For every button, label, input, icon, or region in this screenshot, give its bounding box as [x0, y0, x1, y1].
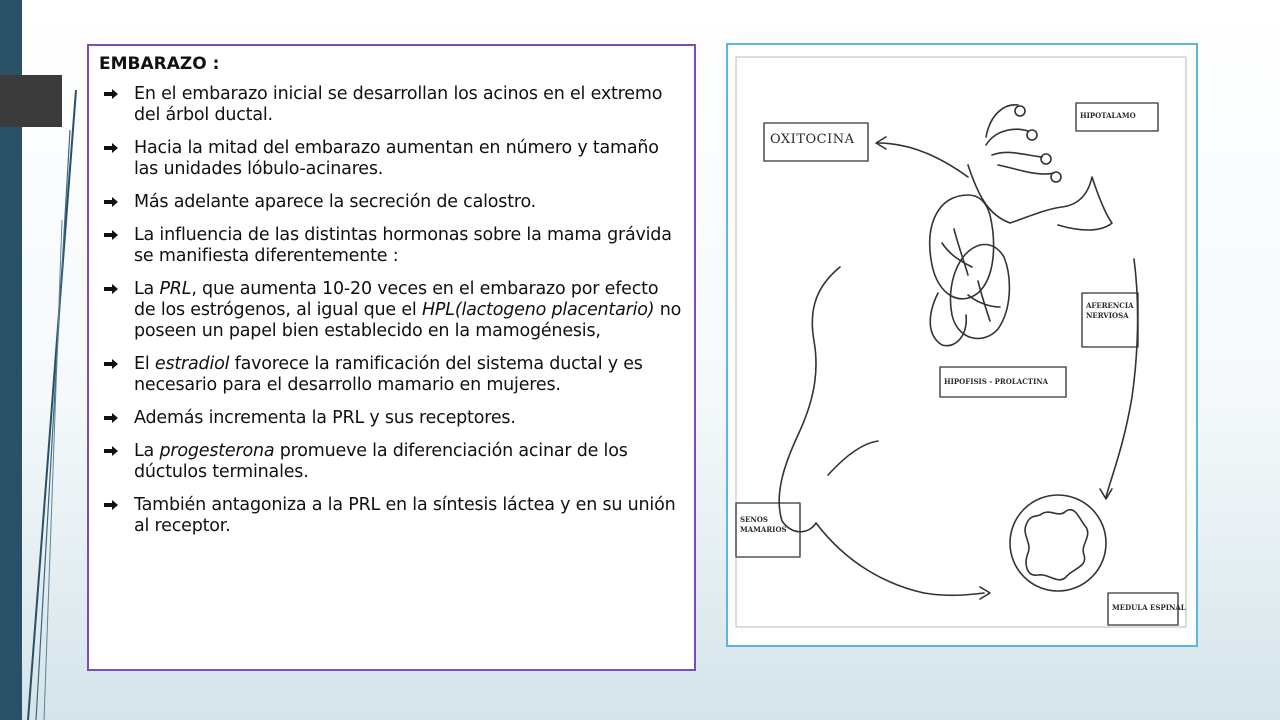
bullet-text: favorece la ramificación del sistema ductal y es necesario para el desarrollo mamario en mujeres.: [134, 354, 643, 395]
text-panel: [87, 44, 696, 671]
bullet-list: [99, 84, 684, 537]
bullet-text: PRL: [159, 279, 192, 299]
bullet-text: promueve la diferenciación acinar de los dúctulos terminales.: [134, 441, 628, 482]
bullet-item: [99, 192, 684, 213]
bullet-text: HPL(lactogeno placentario): [421, 300, 655, 320]
bullet-item: [99, 354, 684, 396]
bullet-item: [99, 495, 684, 537]
arrow-right-icon: [103, 412, 119, 424]
bullet-text: El: [134, 354, 155, 374]
bullet-item: [99, 225, 684, 267]
label-hipotalamo: HIPOTALAMO: [1080, 111, 1136, 120]
label-senos: SENOS MAMARIOS: [740, 515, 787, 534]
bullet-text: Además incrementa la PRL y sus receptores.: [134, 408, 516, 428]
label-oxitocina: OXITOCINA: [770, 132, 855, 147]
bullet-text: La influencia de las distintas hormonas sobre la mama grávida se manifiesta diferentemente :: [134, 225, 672, 266]
bullet-text: Hacia la mitad del embarazo aumentan en número y tamaño las unidades lóbulo-acinares.: [134, 138, 659, 179]
left-dark-block: [0, 75, 62, 127]
bullet-text: La: [134, 279, 160, 299]
slide-title: EMBARAZO :: [99, 54, 220, 74]
arrow-right-icon: [103, 142, 119, 154]
arrow-right-icon: [103, 196, 119, 208]
bullet-text: estradiol: [154, 354, 230, 374]
diagram-image: [726, 43, 1198, 647]
bullet-item: [99, 279, 684, 342]
bullet-text: Más adelante aparece la secreción de calostro.: [134, 192, 537, 212]
bullet-text: En el embarazo inicial se desarrollan los acinos en el extremo del árbol ductal.: [134, 84, 663, 125]
bullet-text: progesterona: [159, 441, 275, 461]
arrow-right-icon: [103, 229, 119, 241]
bullet-item: [99, 441, 684, 483]
bullet-text: no poseen un papel bien establecido en la mamogénesis,: [134, 300, 682, 341]
bullet-item: [99, 138, 684, 180]
label-aferencia: AFERENCIA NERVIOSA: [1086, 301, 1134, 320]
bullet-text: , que aumenta 10-20 veces en el embarazo por efecto de los estrógenos, al igual que el: [134, 279, 659, 320]
bullet-item: [99, 408, 684, 429]
bullet-text: La: [134, 441, 160, 461]
arrow-right-icon: [103, 88, 119, 100]
arrow-right-icon: [103, 499, 119, 511]
arrow-right-icon: [103, 445, 119, 457]
label-medula: MEDULA ESPINAL: [1112, 603, 1186, 612]
bullet-text: También antagoniza a la PRL en la síntesis láctea y en su unión al receptor.: [134, 495, 676, 536]
arrow-right-icon: [103, 283, 119, 295]
label-hipofisis: HIPOFISIS - PROLACTINA: [944, 377, 1049, 386]
bullet-item: [99, 84, 684, 126]
arrow-right-icon: [103, 358, 119, 370]
